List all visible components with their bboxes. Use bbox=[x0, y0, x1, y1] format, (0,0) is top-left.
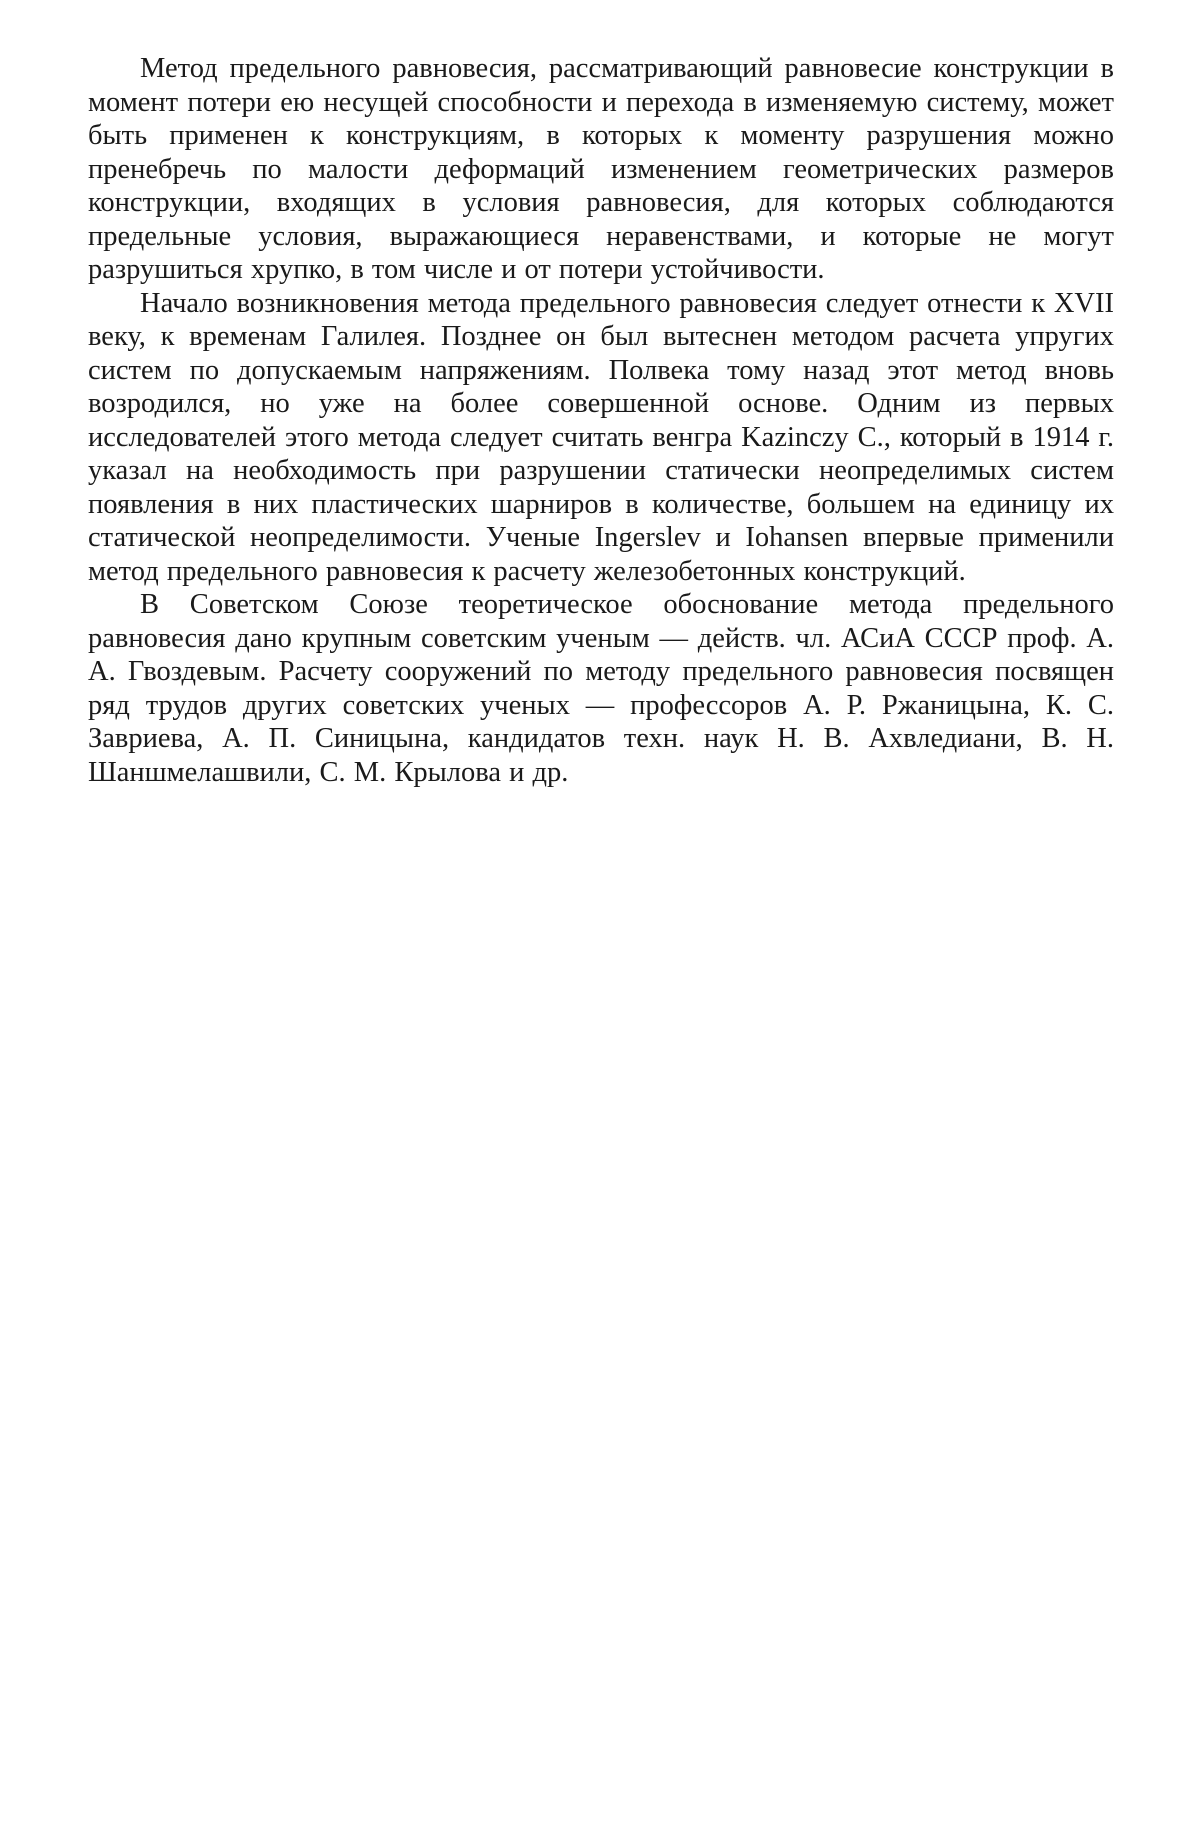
paragraph: Начало возникновения метода предельного равновесия следует отнести к XVII веку, к временам Галилея. Позднее он был вытеснен методом расчета упругих систем по допускаемым напряжениям. Полвека тому назад этот метод вновь возродился, но уже на более совершенной основе. Одним из первых исследователей этого метода следует считать венгра Kazinczy C., который в 1914 г. указал на необходимость при разрушении статически неопределимых систем появления в них пластических шарниров в количестве, большем на единицу их статической неопределимости. Ученые Ingerslev и Iohansen впервые применили метод предельного равновесия к расчету железобетонных конструкций. bbox=[88, 287, 1114, 587]
paragraph: В Советском Союзе теоретическое обоснование метода предельного равновесия дано крупным советским ученым — действ. чл. АСиА СССР проф. А. А. Гвоздевым. Расчету сооружений по методу предельного равновесия посвящен ряд трудов других советских ученых — профессоров А. Р. Ржаницына, К. С. Завриева, А. П. Синицына, кандидатов техн. наук Н. В. Ахвледиани, В. Н. Шаншмелашвили, С. М. Крылова и др. bbox=[88, 589, 1114, 788]
body-text bbox=[88, 52, 1114, 789]
paragraph: Метод предельного равновесия, рассматривающий равновесие конструкции в момент потери ею несущей способности и перехода в изменяемую систему, может быть применен к конструкциям, в которых к моменту разрушения можно пренебречь по малости деформаций изменением геометрических размеров конструкции, входящих в условия равновесия, для которых соблюдаются предельные условия, выражающиеся неравенствами, и которые не могут разрушиться хрупко, в том числе и от потери устойчивости. bbox=[88, 53, 1114, 285]
